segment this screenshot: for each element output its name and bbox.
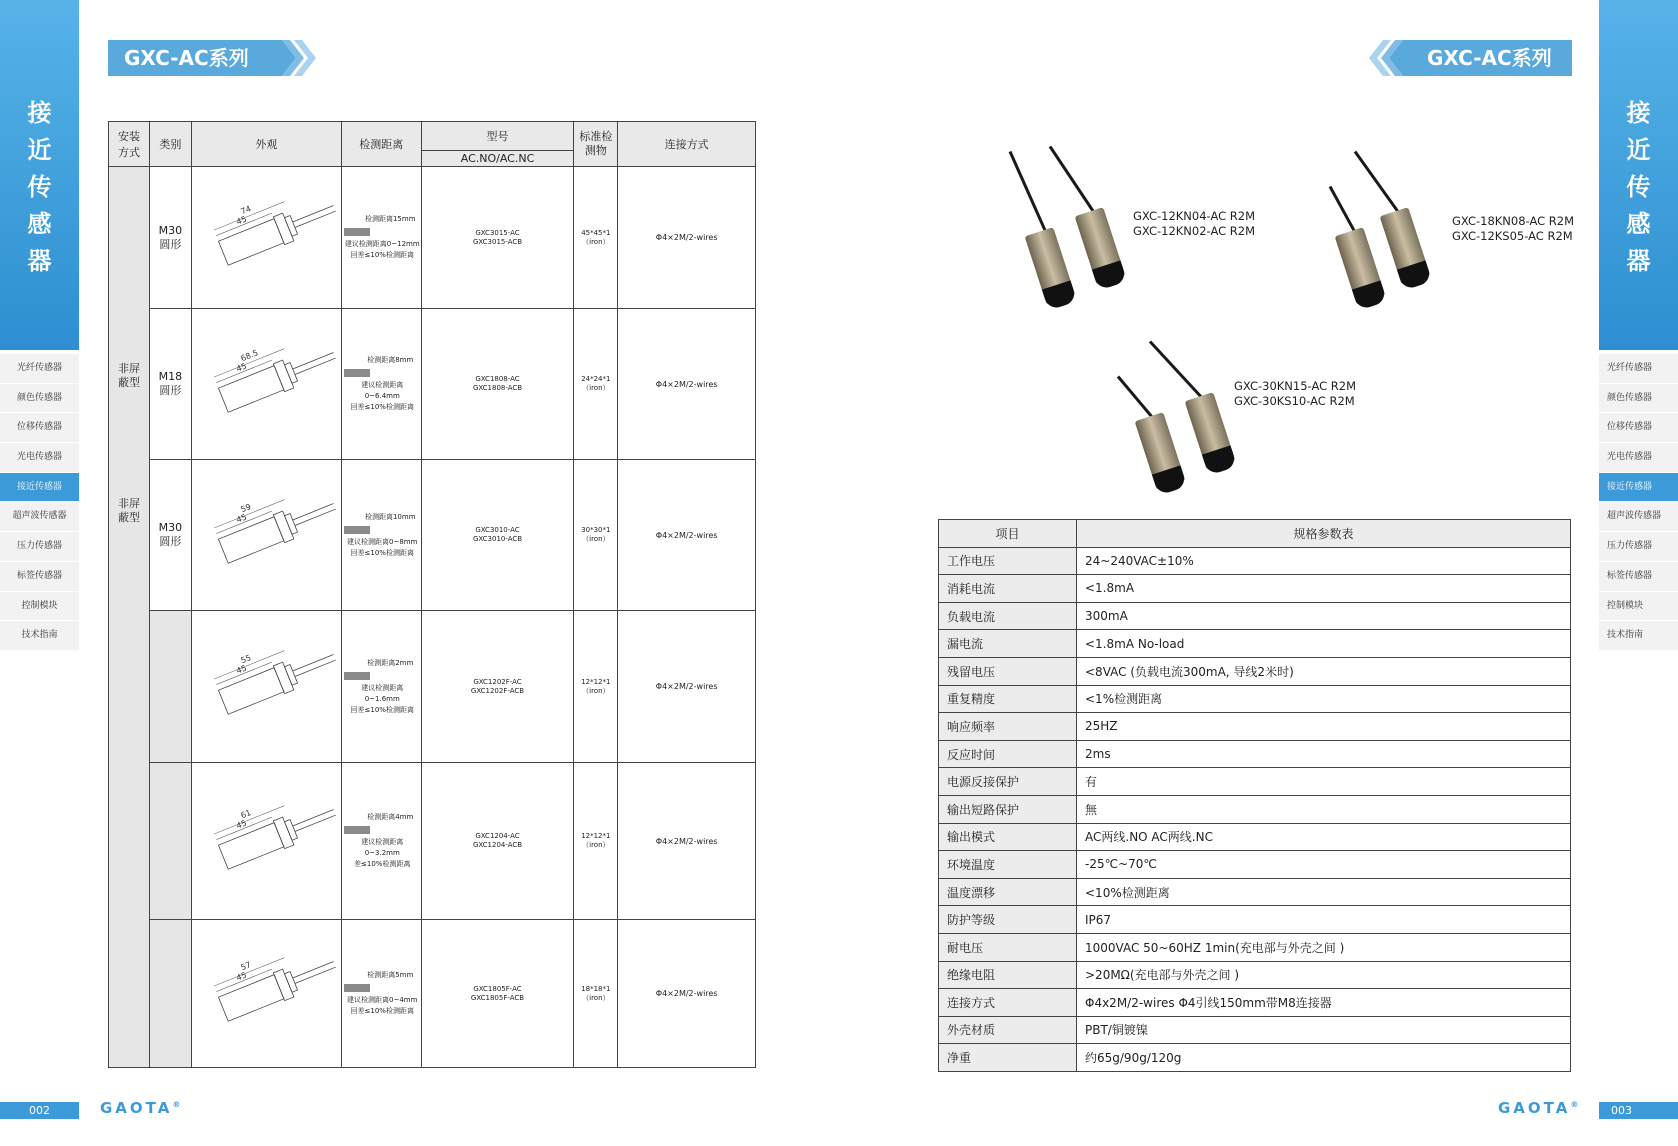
hysteresis-label: 回差≤10%检测距离 [350, 251, 414, 259]
series-title-left [108, 40, 318, 76]
sensor-drawing [192, 630, 340, 740]
appearance-cell [191, 167, 341, 309]
right-side-band [1599, 0, 1678, 350]
spec-value: 有 [1077, 768, 1571, 796]
appearance-cell [191, 611, 341, 763]
spec-value: -25℃~70℃ [1077, 851, 1571, 879]
spec-row [939, 740, 1571, 768]
header-category: 类别 [149, 122, 191, 167]
appearance-cell [191, 763, 341, 920]
install-group-label: 非屏 蔽型 [117, 362, 140, 389]
nav-item[interactable]: 控制模块 [1599, 592, 1678, 622]
distance-cell [341, 309, 421, 460]
spec-key: 电源反接保护 [939, 768, 1077, 796]
side-vertical-title: 接 近 传 感 器 [1626, 99, 1651, 275]
category-cell [149, 920, 191, 1068]
sensor-drawing [192, 328, 340, 438]
distance-label: 检测距离5mm [367, 971, 414, 979]
recommended-distance: 建议检测距离0~3.2mm [361, 838, 404, 857]
spec-value: 1000VAC 50~60HZ 1min(充电部与外壳之间 ) [1077, 933, 1571, 961]
nav-item[interactable]: 超声波传感器 [0, 502, 79, 532]
spec-row [939, 657, 1571, 685]
page-number-left: 002 [0, 1102, 79, 1119]
spec-row [939, 795, 1571, 823]
recommended-distance: 建议检测距离0~12mm [344, 240, 420, 248]
model-cell: GXC1808-AC GXC1808-ACB [421, 309, 574, 460]
spec-value: <1.8mA No-load [1077, 630, 1571, 658]
spec-row [939, 906, 1571, 934]
spec-row [939, 630, 1571, 658]
spec-value: AC两线.NO AC两线.NC [1077, 823, 1571, 851]
spec-value: 2ms [1077, 740, 1571, 768]
appearance-cell [191, 920, 341, 1068]
sensor-cap [1397, 260, 1432, 290]
model-cell: GXC1805F-AC GXC1805F-ACB [421, 920, 574, 1068]
sensor-body [1135, 412, 1186, 490]
spec-row [939, 547, 1571, 575]
sensor-cap [1352, 280, 1387, 310]
dimension-label: 45 [235, 663, 249, 676]
spec-header-row [939, 520, 1571, 548]
spec-value: IP67 [1077, 906, 1571, 934]
sensor-cap [1202, 445, 1237, 475]
nav-item[interactable]: 颜色传感器 [0, 384, 79, 414]
standard-object-cell: 18*18*1 （iron） [574, 920, 618, 1068]
sensor-drawing [192, 937, 340, 1047]
distance-bar [344, 228, 370, 236]
table-row [109, 920, 756, 1068]
nav-item[interactable]: 光纤传感器 [0, 354, 79, 384]
appearance-cell [191, 309, 341, 460]
connection-cell: Φ4×2M/2-wires [618, 460, 756, 611]
standard-object-cell: 12*12*1 （iron） [574, 611, 618, 763]
sensor-body [1075, 207, 1126, 285]
distance-label: 检测距离4mm [367, 813, 414, 821]
right-category-nav [1599, 354, 1678, 651]
nav-item[interactable]: 技术指南 [1599, 621, 1678, 651]
hysteresis-label: 回差≤10%检测距离 [350, 403, 414, 411]
spec-row [939, 878, 1571, 906]
series-title-text: GXC-AC系列 [124, 46, 249, 70]
nav-item[interactable]: 位移传感器 [1599, 413, 1678, 443]
spec-key: 重复精度 [939, 685, 1077, 713]
nav-item[interactable]: 技术指南 [0, 621, 79, 651]
spec-key: 负载电流 [939, 602, 1077, 630]
brand-logo-right: GAOTA® [1498, 1099, 1582, 1117]
spec-row [939, 1016, 1571, 1044]
sensor-body [1380, 207, 1431, 285]
spec-row [939, 1044, 1571, 1072]
spec-key: 输出短路保护 [939, 795, 1077, 823]
series-title-text: GXC-AC系列 [1427, 46, 1552, 70]
side-vertical-title: 接 近 传 感 器 [27, 99, 52, 275]
nav-item[interactable]: 光电传感器 [1599, 443, 1678, 473]
standard-object-cell: 30*30*1 （iron） [574, 460, 618, 611]
table-row [109, 763, 756, 920]
spec-value: Φ4x2M/2-wires Φ4引线150mm带M8连接器 [1077, 989, 1571, 1017]
spec-row [939, 575, 1571, 603]
series-title-right [1362, 40, 1572, 76]
spec-value: 约65g/90g/120g [1077, 1044, 1571, 1072]
product-label-2: GXC-18KN08-AC R2M GXC-12KS05-AC R2M [1452, 214, 1575, 243]
model-cell: GXC3010-AC GXC3010-ACB [421, 460, 574, 611]
appearance-cell [191, 460, 341, 611]
spec-key: 净重 [939, 1044, 1077, 1072]
spec-key: 连接方式 [939, 989, 1077, 1017]
nav-item[interactable]: 标签传感器 [0, 562, 79, 592]
table-row [109, 611, 756, 763]
nav-item[interactable]: 颜色传感器 [1599, 384, 1678, 414]
spec-header-item: 项目 [939, 520, 1077, 548]
sensor-drawing [192, 181, 340, 291]
standard-object-cell: 45*45*1 （iron） [574, 167, 618, 309]
distance-bar [344, 984, 370, 992]
nav-item[interactable]: 光纤传感器 [1599, 354, 1678, 384]
distance-label: 检测距离2mm [367, 658, 414, 667]
nav-item[interactable]: 标签传感器 [1599, 562, 1678, 592]
nav-item[interactable]: 压力传感器 [0, 532, 79, 562]
distance-cell [341, 611, 421, 763]
header-connection: 连接方式 [618, 122, 756, 167]
spec-row [939, 961, 1571, 989]
dimension-label: 45 [235, 360, 249, 374]
product-label-3: GXC-30KN15-AC R2M GXC-30KS10-AC R2M [1234, 379, 1357, 408]
recommended-distance: 建议检测距离0~4mm [347, 996, 418, 1004]
spec-value: <1.8mA [1077, 575, 1571, 603]
nav-item[interactable]: 接近传感器 [1599, 473, 1678, 503]
connection-cell: Φ4×2M/2-wires [618, 920, 756, 1068]
product-model-table [108, 121, 756, 1068]
header-distance: 检测距离 [341, 122, 421, 167]
header-model-sub: AC.NO/AC.NC [421, 151, 574, 167]
hysteresis-label: 回差≤10%检测距离 [350, 548, 414, 557]
connection-cell: Φ4×2M/2-wires [618, 167, 756, 309]
spec-key: 温度漂移 [939, 878, 1077, 906]
distance-bar [344, 369, 370, 377]
hysteresis-label: 回差≤10%检测距离 [350, 1007, 414, 1015]
model-cell: GXC1204-AC GXC1204-ACB [421, 763, 574, 920]
install-group-label: 非屏 蔽型 [117, 497, 140, 524]
dimension-label: 57 [239, 960, 253, 973]
spec-value: <8VAC (负载电流300mA, 导线2米时) [1077, 657, 1571, 685]
distance-cell [341, 167, 421, 309]
spec-value: <10%检测距离 [1077, 878, 1571, 906]
standard-object-cell: 24*24*1 （iron） [574, 309, 618, 460]
brand-logo-left: GAOTA® [100, 1099, 184, 1117]
spec-key: 绝缘电阻 [939, 961, 1077, 989]
spec-row [939, 602, 1571, 630]
model-cell: GXC3015-AC GXC3015-ACB [421, 167, 574, 309]
model-cell: GXC1202F-AC GXC1202F-ACB [421, 611, 574, 763]
header-model: 型号 [421, 122, 574, 151]
sensor-body [1025, 227, 1076, 305]
spec-row [939, 768, 1571, 796]
distance-label: 检测距离10mm [364, 512, 416, 521]
spec-key: 环境温度 [939, 851, 1077, 879]
recommended-distance: 建议检测距离0~6.4mm [361, 381, 404, 400]
hysteresis-label: 差≤10%检测距离 [354, 860, 411, 868]
sensor-body [1335, 227, 1386, 305]
spec-header-value: 规格参数表 [1077, 520, 1571, 548]
nav-item[interactable]: 控制模块 [0, 592, 79, 622]
distance-bar [344, 672, 370, 680]
spec-key: 响应频率 [939, 713, 1077, 741]
left-side-band [0, 0, 79, 350]
spec-key: 反应时间 [939, 740, 1077, 768]
sensor-cap [1152, 465, 1187, 495]
page-number-right: 003 [1599, 1102, 1678, 1119]
sensor-cable [1009, 151, 1052, 242]
recommended-distance: 建议检测距离0~8mm [347, 537, 418, 546]
distance-bar [344, 826, 370, 834]
spec-table [938, 519, 1571, 1072]
distance-cell [341, 460, 421, 611]
sensor-drawing [192, 479, 340, 589]
distance-cell [341, 763, 421, 920]
dimension-label: 68.5 [239, 347, 260, 363]
spec-value: 24~240VAC±10% [1077, 547, 1571, 575]
dimension-label: 45 [235, 817, 249, 831]
distance-cell [341, 920, 421, 1068]
category-cell: M30 圆形 [149, 167, 191, 309]
category-cell: M18 圆形 [149, 309, 191, 460]
spec-key: 外壳材质 [939, 1016, 1077, 1044]
dimension-label: 45 [235, 511, 249, 525]
dimension-label: 55 [239, 653, 253, 666]
header-appearance: 外观 [191, 122, 341, 167]
category-cell [149, 763, 191, 920]
category-cell: M30 圆形 [149, 460, 191, 611]
spec-value: 25HZ [1077, 713, 1571, 741]
nav-item[interactable]: 超声波传感器 [1599, 502, 1678, 532]
sensor-body [1185, 392, 1236, 470]
distance-bar [344, 526, 370, 534]
spec-key: 残留电压 [939, 657, 1077, 685]
product-label-1: GXC-12KN04-AC R2M GXC-12KN02-AC R2M [1133, 209, 1256, 238]
sensor-drawing [192, 785, 340, 895]
left-category-nav [0, 354, 79, 651]
chevron-arrows-icon [1362, 40, 1417, 76]
hysteresis-label: 回差≤10%检测距离 [350, 705, 414, 714]
dimension-label: 45 [235, 214, 249, 227]
category-cell [149, 611, 191, 763]
spec-key: 输出模式 [939, 823, 1077, 851]
connection-cell: Φ4×2M/2-wires [618, 763, 756, 920]
spec-key: 消耗电流 [939, 575, 1077, 603]
connection-cell: Φ4×2M/2-wires [618, 309, 756, 460]
spec-key: 防护等级 [939, 906, 1077, 934]
spec-row [939, 685, 1571, 713]
nav-item[interactable]: 位移传感器 [0, 413, 79, 443]
table-row [109, 309, 756, 460]
spec-row [939, 823, 1571, 851]
header-standard: 标准检 测物 [574, 122, 618, 167]
connection-cell: Φ4×2M/2-wires [618, 611, 756, 763]
spec-row [939, 713, 1571, 741]
table-row [109, 167, 756, 309]
standard-object-cell: 12*12*1 （iron） [574, 763, 618, 920]
distance-label: 检测距离15mm [364, 215, 416, 223]
recommended-distance: 建议检测距离0~1.6mm [361, 683, 404, 703]
install-type-cell [109, 167, 150, 1068]
sensor-cap [1042, 280, 1077, 310]
sensor-cap [1092, 260, 1127, 290]
spec-value: <1%检测距离 [1077, 685, 1571, 713]
nav-item[interactable]: 压力传感器 [1599, 532, 1678, 562]
dimension-label: 45 [235, 970, 249, 983]
spec-value: >20MΩ(充电部与外壳之间 ) [1077, 961, 1571, 989]
spec-key: 工作电压 [939, 547, 1077, 575]
spec-row [939, 933, 1571, 961]
spec-row [939, 989, 1571, 1017]
chevron-arrows-icon [268, 40, 323, 76]
dimension-label: 59 [239, 501, 253, 514]
dimension-label: 74 [239, 204, 253, 217]
table-row [109, 460, 756, 611]
nav-item[interactable]: 光电传感器 [0, 443, 79, 473]
spec-key: 耐电压 [939, 933, 1077, 961]
spec-value: PBT/铜镀镍 [1077, 1016, 1571, 1044]
distance-label: 检测距离8mm [367, 356, 414, 364]
dimension-label: 61 [239, 807, 253, 820]
nav-item[interactable]: 接近传感器 [0, 473, 79, 503]
spec-value: 300mA [1077, 602, 1571, 630]
spec-key: 漏电流 [939, 630, 1077, 658]
header-install: 安装 方式 [109, 122, 150, 167]
spec-row [939, 851, 1571, 879]
table-header-row [109, 122, 756, 151]
spec-value: 無 [1077, 795, 1571, 823]
